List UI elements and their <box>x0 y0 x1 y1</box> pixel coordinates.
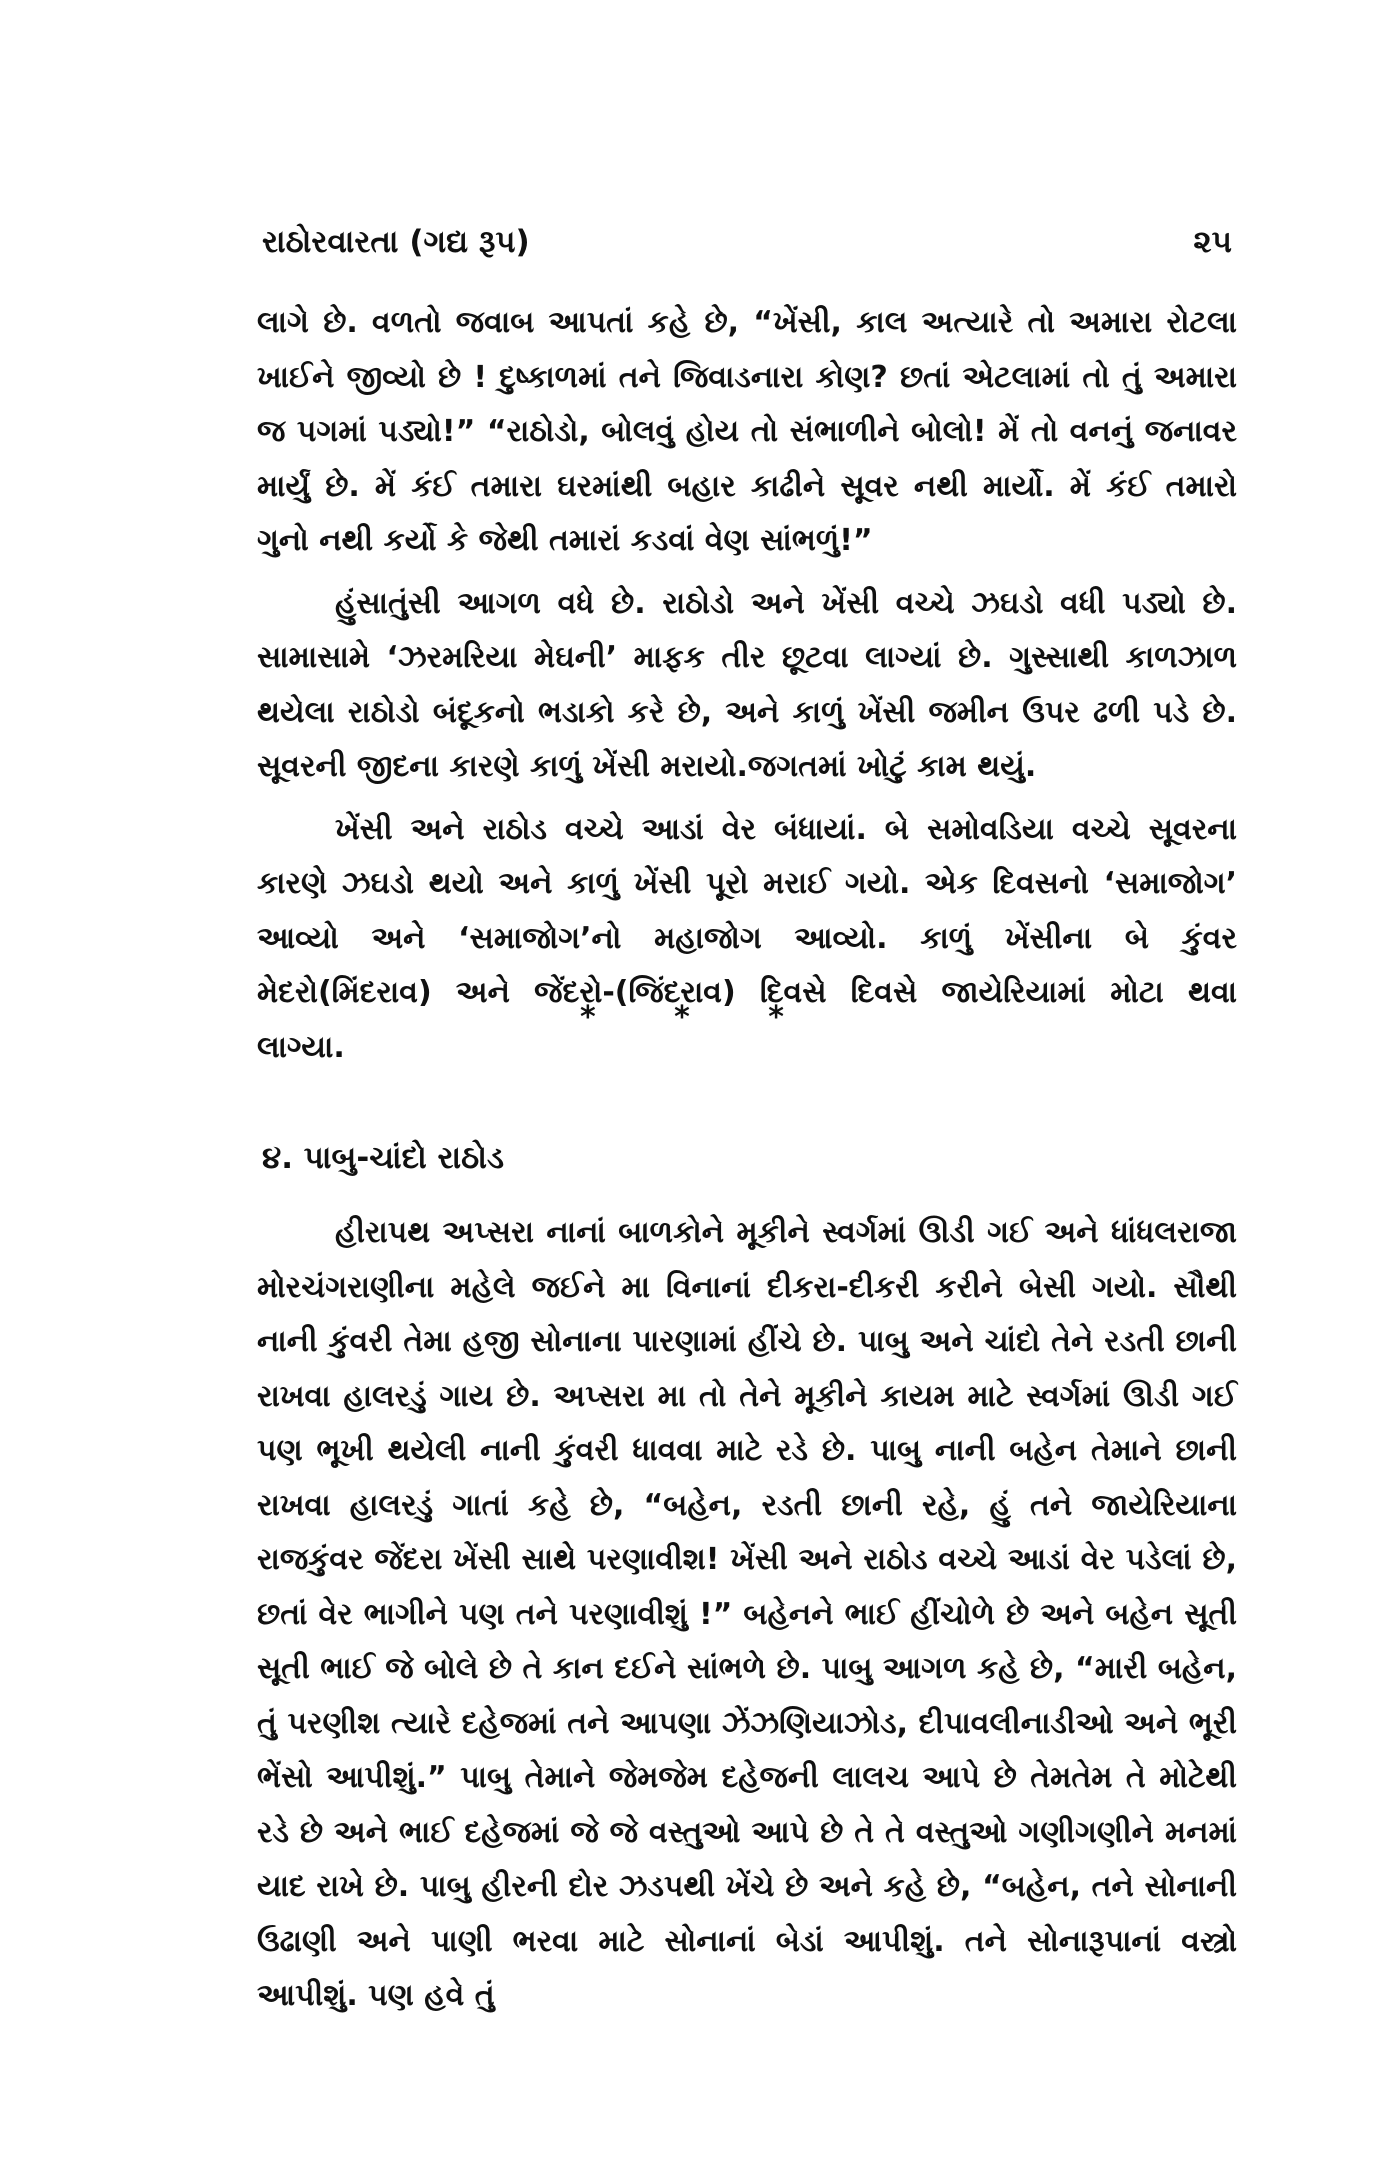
section-a-text <box>257 296 1237 1083</box>
paragraph: ખેંસી અને રાઠોડ વચ્ચે આડાં વેર બંધાયાં. બે સમોવડિયા વચ્ચે સૂવરના કારણે ઝઘડો થયો અને કાળું ખેંસી પૂરો મરાઈ ગયો. એક દિવસનો ‘સમાજોગ’ આવ્યો અને ‘સમાજોગ’નો મહાજોગ આવ્યો. કાળું ખેંસીના બે કુંવર મેદરો(મિંદરાવ) અને જેંદરો-(જિંદરાવ) દિવસે દિવસે જાયેરિયામાં મોટા થવા લાગ્યા. <box>257 811 1237 1065</box>
page-number: ૨૫ <box>1193 224 1232 260</box>
paragraph: લાગે છે. વળતો જવાબ આપતાં કહે છે, “ખેંસી, કાલ અત્યારે તો અમારા રોટલા ખાઈને જીવ્યો છે ! દુષ્કાળમાં તને જિવાડનારા કોણ? છતાં એટલામાં તો તું અમારા જ પગમાં પડ્યો!” “રાઠોડો, બોલવું હોય તો સંભાળીને બોલો! મેં તો વનનું જનાવર માર્યું છે. મેં કંઈ તમારા ઘરમાંથી બહાર કાઢીને સૂવર નથી માર્યો. મેં કંઈ તમારો ગુનો નથી કર્યો કે જેથી તમારાં કડવાં વેણ સાંભળું!” <box>257 305 1237 558</box>
section-b-text <box>257 1206 1237 2032</box>
section-separator: * * * <box>580 1000 818 1035</box>
paragraph: હીરાપથ અપ્સરા નાનાં બાળકોને મૂકીને સ્વર્ગમાં ઊડી ગઈ અને ધાંધલરાજા મોરચંગરાણીના મહેલે જઈને મા વિનાનાં દીકરા-દીકરી કરીને બેસી ગયો. સૌથી નાની કુંવરી તેમા હજી સોનાના પારણામાં હીંચે છે. પાબુ અને ચાંદો તેને રડતી છાની રાખવા હાલરડું ગાય છે. અપ્સરા મા તો તેને મૂકીને કાયમ માટે સ્વર્ગમાં ઊડી ગઈ પણ ભૂખી થયેલી નાની કુંવરી ધાવવા માટે રડે છે. પાબુ નાની બહેન તેમાને છાની રાખવા હાલરડું ગાતાં કહે છે, “બહેન, રડતી છાની રહે, હું તને જાયેરિયાના રાજકુંવર જેંદરા ખેંસી સાથે પરણાવીશ! ખેંસી અને રાઠોડ વચ્ચે આડાં વેર પડેલાં છે, છતાં વેર ભાગીને પણ તને પરણાવીશું !” બહેનને ભાઈ હીંચોળે છે અને બહેન સૂતી સૂતી ભાઈ જે બોલે છે તે કાન દઈને સાંભળે છે. પાબુ આગળ કહે છે, “મારી બહેન, તું પરણીશ ત્યારે દહેજમાં તને આપણા ઝેંઝણિયાઝોડ, દીપાવલીનાડીઓ અને ભૂરી ભેંસો આપીશું.” પાબુ તેમાને જેમજેમ દહેજની લાલચ આપે છે તેમતેમ તે મોટેથી રડે છે અને ભાઈ દહેજમાં જે જે વસ્તુઓ આપે છે તે તે વસ્તુઓ ગણીગણીને મનમાં યાદ રાખે છે. પાબુ હીરની દોર ઝડપથી ખેંચે છે અને કહે છે, “બહેન, તને સોનાની ઉઢાણી અને પાણી ભરવા માટે સોનાનાં બેડાં આપીશું. તને સોનારૂપાનાં વસ્ત્રો આપીશું. પણ હવે તું <box>257 1215 1237 2013</box>
running-title: રાઠોરવારતા (ગદ્ય રૂપ) <box>262 224 530 260</box>
paragraph: હુંસાતુંસી આગળ વધે છે. રાઠોડો અને ખેંસી વચ્ચે ઝઘડો વધી પડ્યો છે. સામાસામે ‘ઝરમરિયા મેઘની’ માફક તીર છૂટવા લાગ્યાં છે. ગુસ્સાથી કાળઝાળ થયેલા રાઠોડો બંદૂકનો ભડાકો કરે છે, અને કાળું ખેંસી જમીન ઉપર ઢળી પડે છે. સૂવરની જીદના કારણે કાળું ખેંસી મરાયો.જગતમાં ખોટું કામ થયું. <box>257 585 1237 784</box>
running-header <box>252 220 1242 276</box>
section-heading: ૪. પાબુ-ચાંદો રાઠોડ <box>262 1140 504 1176</box>
